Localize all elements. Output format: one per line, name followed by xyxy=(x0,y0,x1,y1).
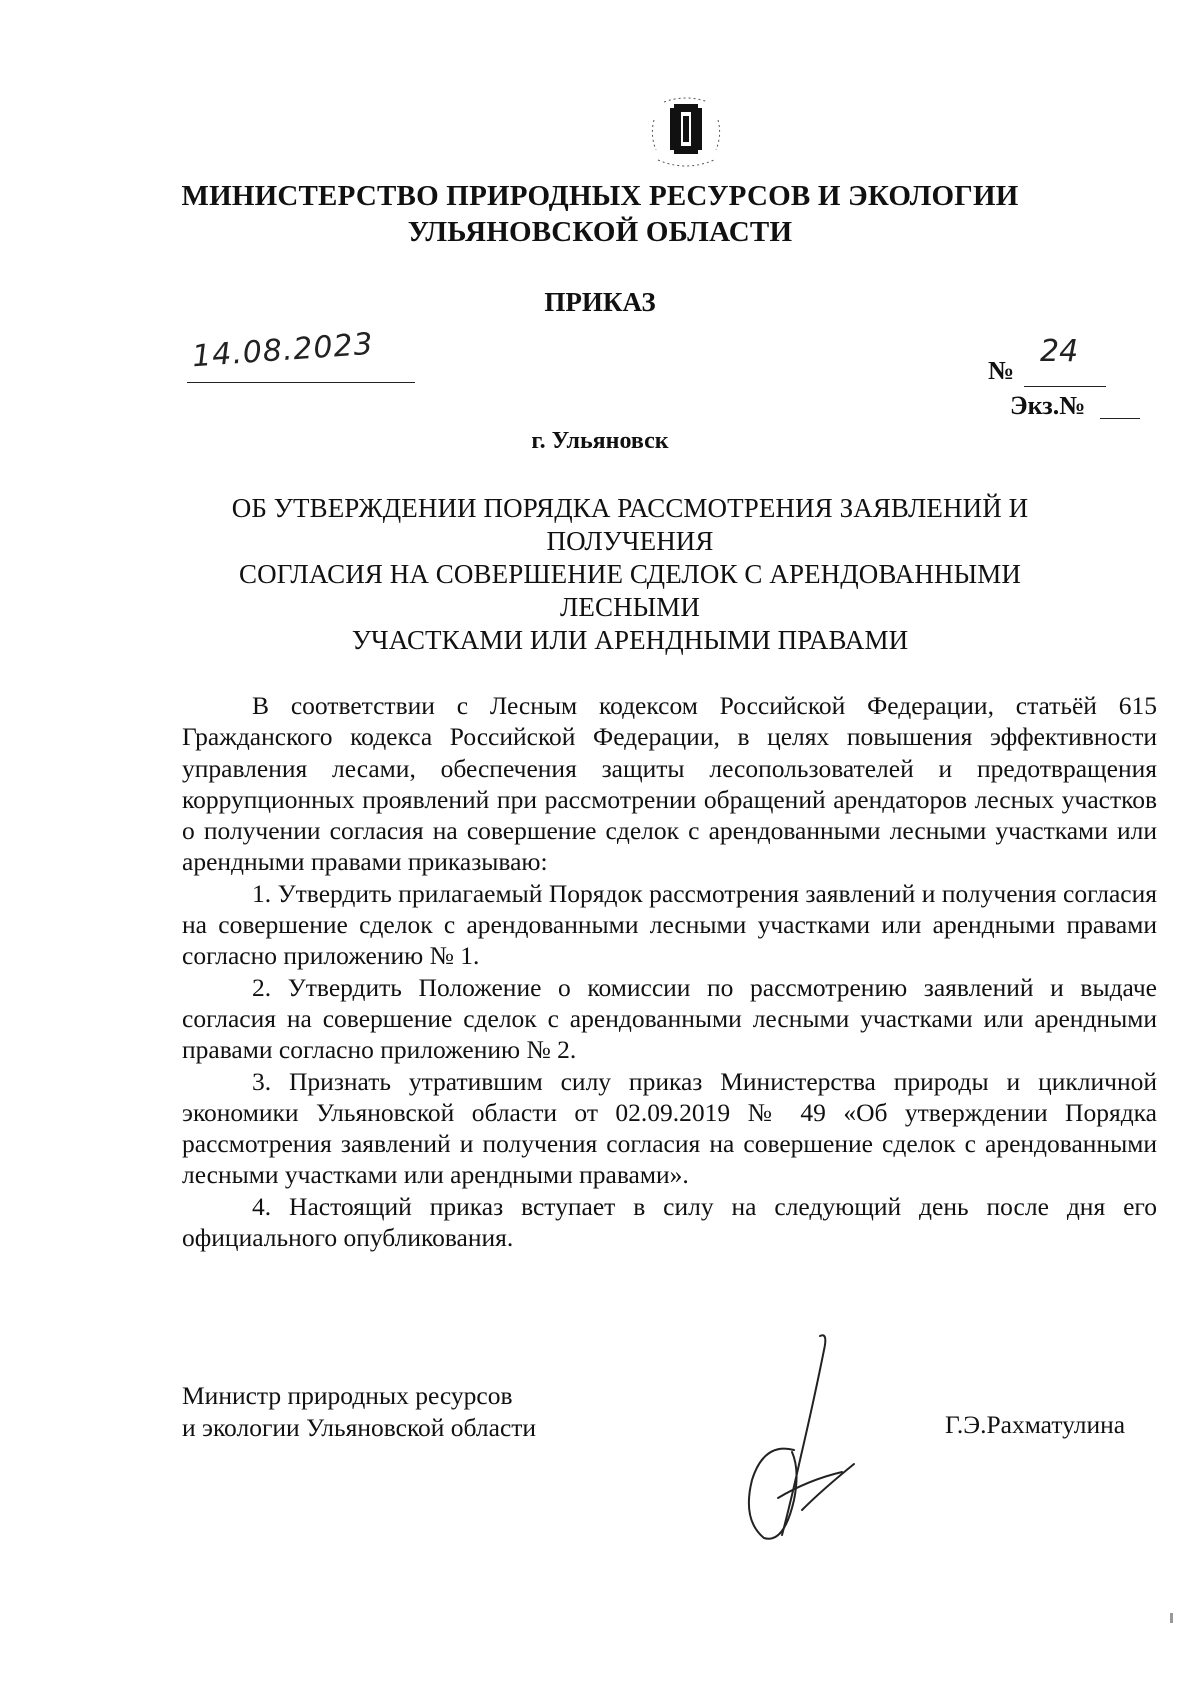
number-underline xyxy=(1024,386,1106,387)
title-line1: ОБ УТВЕРЖДЕНИИ ПОРЯДКА РАССМОТРЕНИЯ ЗАЯВЛЕНИЙ И xyxy=(231,493,1029,523)
position-line2: и экологии Ульяновской области xyxy=(182,1413,537,1442)
coat-of-arms-emblem xyxy=(636,90,736,180)
order-number-label: № xyxy=(988,356,1015,385)
ministry-name-line2: УЛЬЯНОВСКОЙ ОБЛАСТИ xyxy=(407,216,793,248)
order-number: 24 xyxy=(1040,334,1079,369)
handwritten-signature xyxy=(738,1330,858,1550)
order-date: 14.08.2023 xyxy=(191,326,375,375)
copy-number-underline xyxy=(1100,418,1140,419)
item-1: 1. Утвердить прилагаемый Порядок рассмотрения заявлений и получения согласия на совершение сделок с арендованными лесными участками или арендными правами согласно приложению № 1. xyxy=(182,878,1157,971)
item-3: 3. Признать утратившим силу приказ Министерства природы и цикличной экономики Ульяновской области от 02.09.2019 № 49 «Об утверждении Порядка рассмотрения заявлений и получения согласия на совершение сделок с арендованными лесными участками или арендными правами». xyxy=(182,1066,1157,1190)
city: г. Ульяновск xyxy=(531,428,669,454)
document-type: ПРИКАЗ xyxy=(544,287,656,317)
ministry-name xyxy=(150,178,1050,250)
title-line4: УЧАСТКАМИ ИЛИ АРЕНДНЫМИ ПРАВАМИ xyxy=(351,625,909,655)
document-body xyxy=(182,690,1157,1253)
signatory-name: Г.Э.Рахматулина xyxy=(945,1410,1126,1439)
document-title xyxy=(180,492,1080,657)
item-2: 2. Утвердить Положение о комиссии по рассмотрению заявлений и выдаче согласия на совершение сделок с арендованными лесными участками или арендными правами согласно приложению № 2. xyxy=(182,972,1157,1065)
date-underline xyxy=(187,382,415,383)
position-line1: Министр природных ресурсов xyxy=(182,1381,513,1410)
title-line2: ПОЛУЧЕНИЯ xyxy=(546,526,714,556)
scan-speck xyxy=(1170,1613,1173,1623)
preamble-paragraph: В соответствии с Лесным кодексом Российской Федерации, статьёй 615 Гражданского кодекса Российской Федерации, в целях повышения эффективности управления лесами, обеспечения защиты лесопользователей и предотвращения коррупционных проявлений при рассмотрении обращений арендаторов лесных участков о получении согласия на совершение сделок с арендованными лесными участками или арендными правами приказываю: xyxy=(182,691,1157,877)
item-4: 4. Настоящий приказ вступает в силу на следующий день после дня его официального опубликования. xyxy=(182,1191,1157,1253)
ministry-name-line1: МИНИСТЕРСТВО ПРИРОДНЫХ РЕСУРСОВ И ЭКОЛОГИИ xyxy=(181,180,1019,212)
title-line3: СОГЛАСИЯ НА СОВЕРШЕНИЕ СДЕЛОК С АРЕНДОВАННЫМИ ЛЕСНЫМИ xyxy=(239,559,1021,622)
signatory-position xyxy=(182,1380,536,1444)
copy-number-label: Экз.№ xyxy=(1010,391,1086,420)
